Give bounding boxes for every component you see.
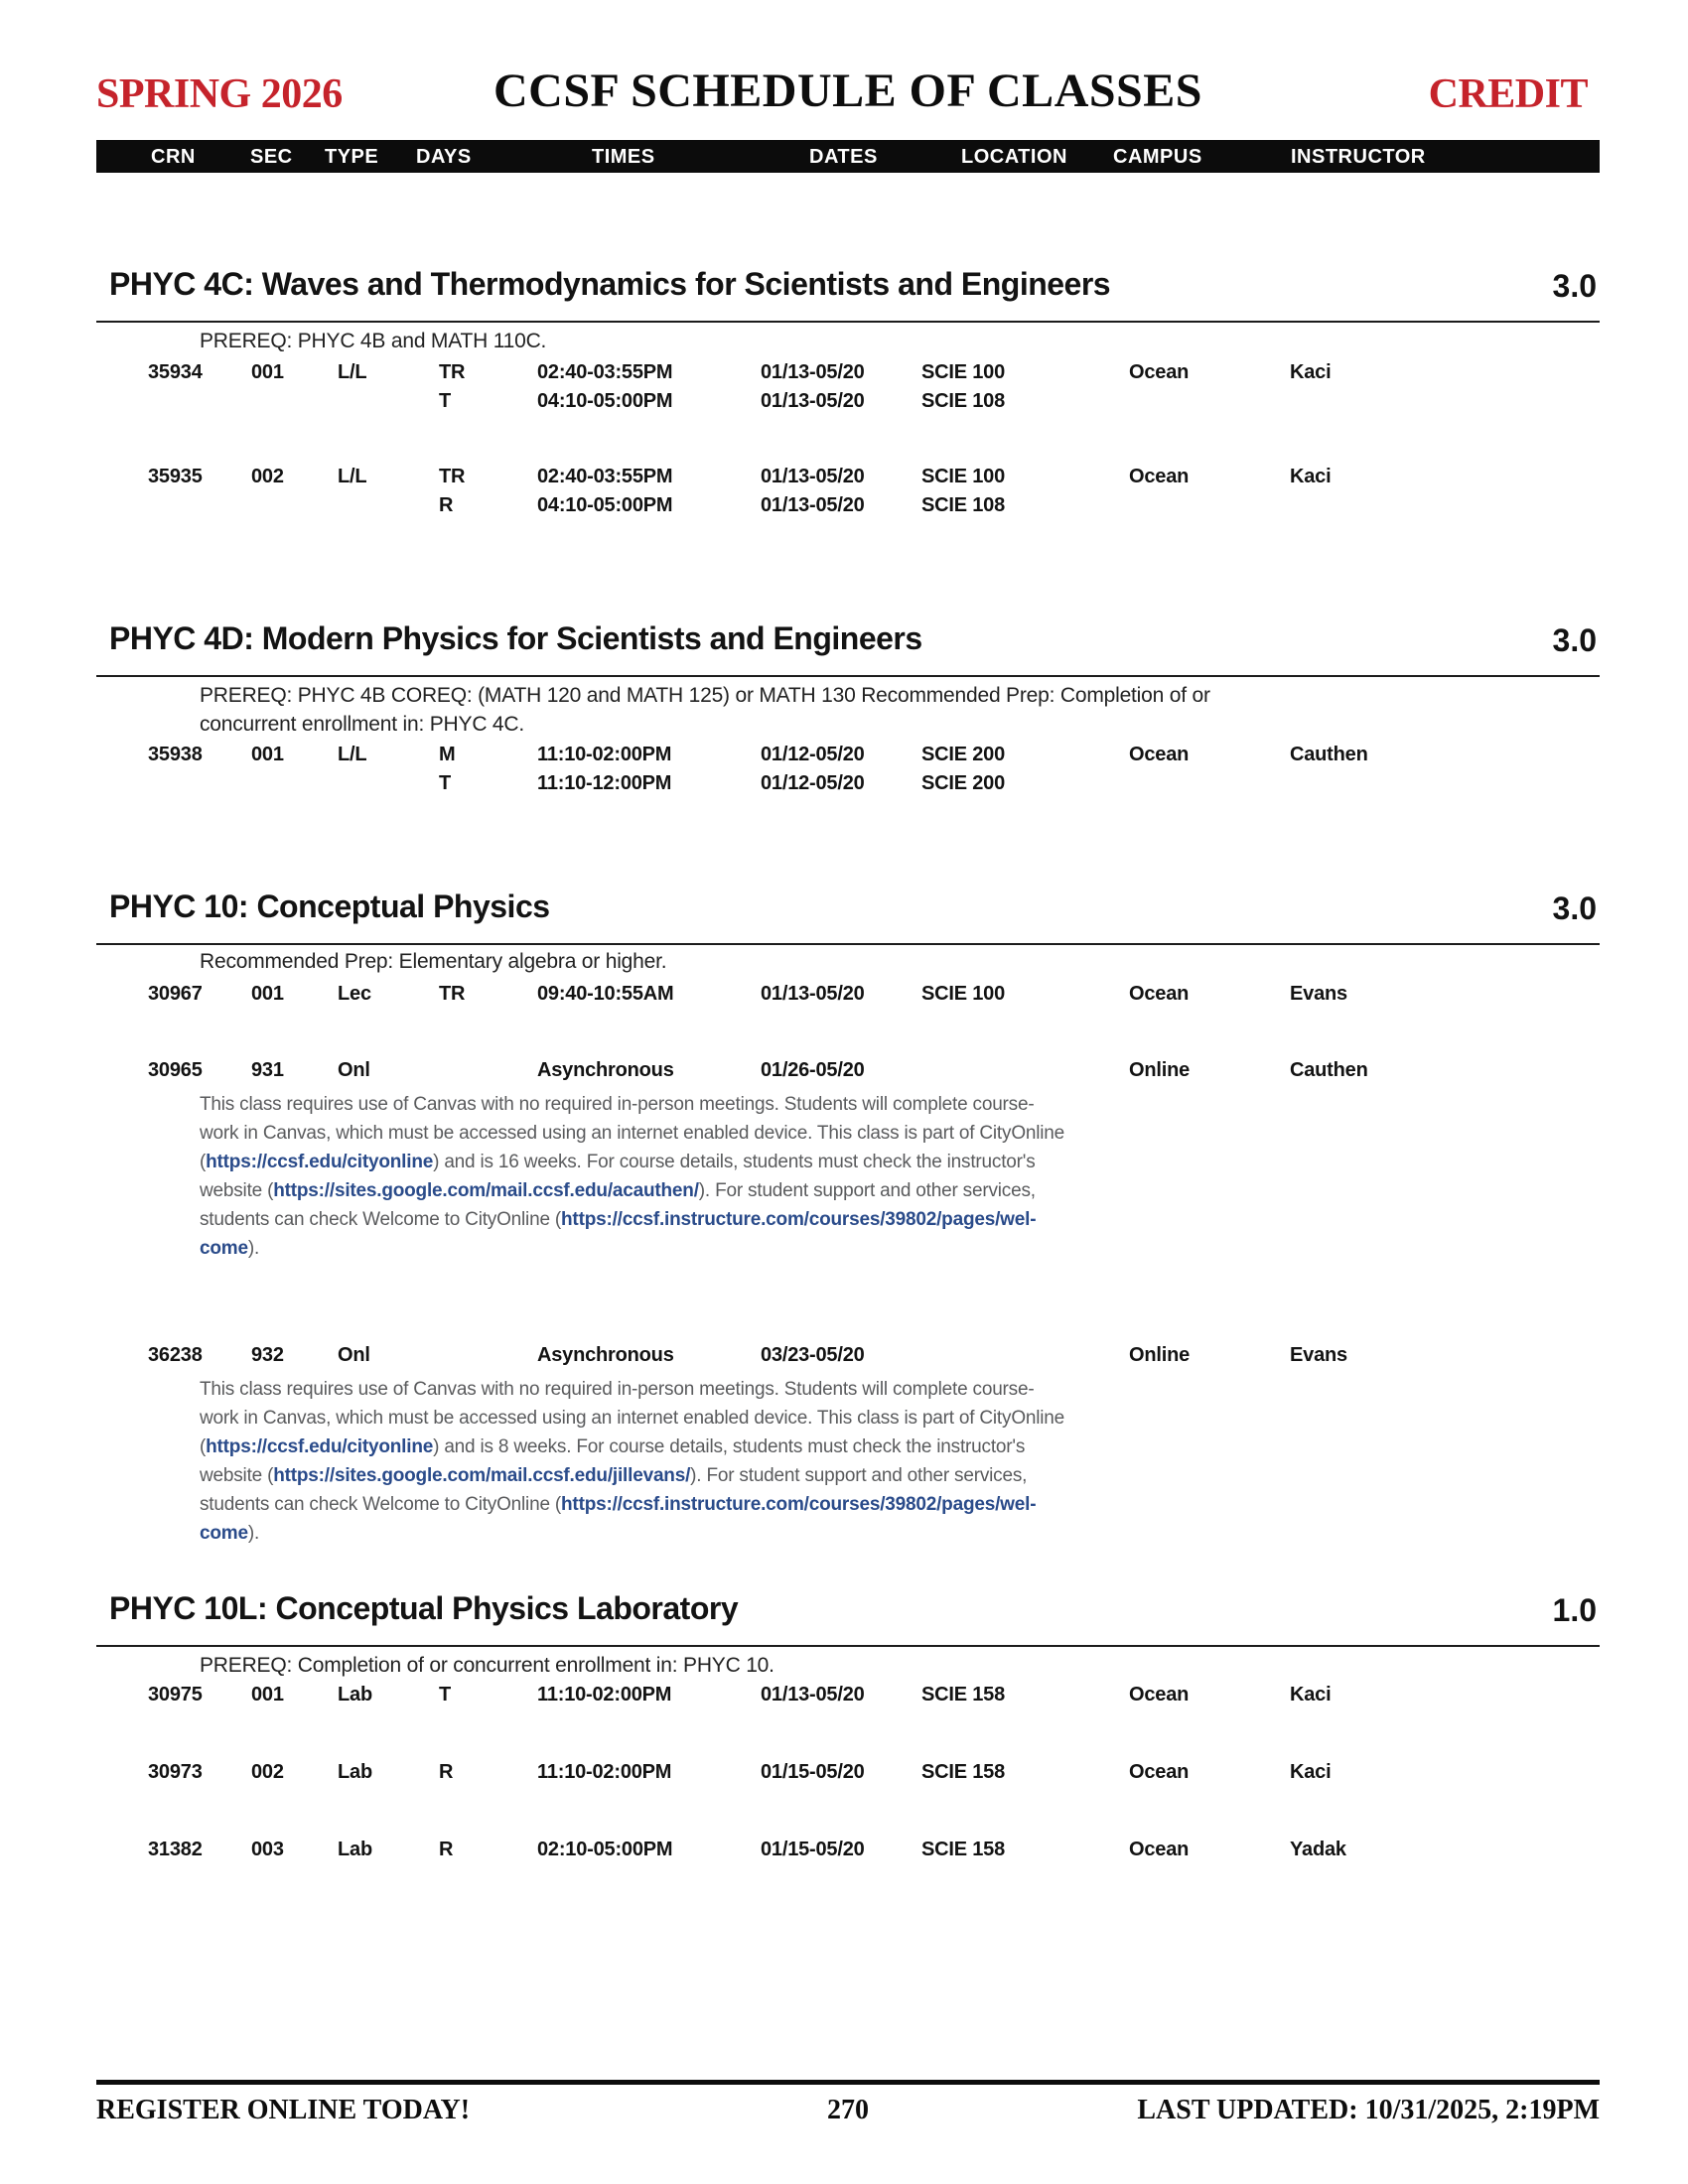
cell-dates: 01/13-05/20 <box>761 361 865 383</box>
cell-crn: 31382 <box>148 1839 203 1860</box>
cell-location: SCIE 108 <box>921 494 1006 516</box>
course-note: PREREQ: PHYC 4B COREQ: (MATH 120 and MATH 125) or MATH 130 Recommended Prep: Completion of or <box>200 684 1210 707</box>
course-title-rule <box>96 1645 1600 1647</box>
cell-campus: Ocean <box>1129 744 1190 765</box>
cell-times: 09:40-10:55AM <box>537 983 674 1005</box>
cell-sec: 002 <box>251 1761 284 1783</box>
schedule-row-continuation <box>96 494 1600 523</box>
cell-sec: 932 <box>251 1344 284 1366</box>
description-text: ). <box>247 1523 260 1544</box>
cell-type: Lab <box>338 1684 372 1706</box>
cell-crn: 30975 <box>148 1684 203 1706</box>
instructor-website-link[interactable]: https://sites.google.com/mail.ccsf.edu/jillevans/ <box>273 1465 691 1486</box>
description-text: ) and is 8 weeks. For course details, students must check the instructor's <box>433 1436 1026 1457</box>
cell-times: 11:10-02:00PM <box>537 744 672 765</box>
welcome-cityonline-link[interactable]: come <box>200 1238 248 1259</box>
cityonline-link[interactable]: https://ccsf.edu/cityonline <box>206 1152 434 1172</box>
cell-instructor: Kaci <box>1290 466 1332 487</box>
section-description <box>200 1375 1064 1548</box>
cell-times: Asynchronous <box>537 1059 674 1081</box>
cell-dates: 01/13-05/20 <box>761 390 865 412</box>
cityonline-link[interactable]: https://ccsf.edu/cityonline <box>206 1436 434 1457</box>
cell-campus: Ocean <box>1129 1761 1190 1783</box>
footer-rule <box>96 2080 1600 2085</box>
schedule-row <box>96 1059 1600 1088</box>
schedule-row-continuation <box>96 390 1600 419</box>
cell-times: Asynchronous <box>537 1344 674 1366</box>
course-title: PHYC 10L: Conceptual Physics Laboratory <box>109 1590 739 1626</box>
footer <box>96 2095 1600 2134</box>
description-text: This class requires use of Canvas with no required in-person meetings. Students will complete course- <box>200 1094 1035 1115</box>
welcome-cityonline-link[interactable]: come <box>200 1523 248 1544</box>
cell-times: 04:10-05:00PM <box>537 494 673 516</box>
course-credits: 3.0 <box>1552 268 1597 304</box>
schedule-row-continuation <box>96 772 1600 801</box>
cell-sec: 001 <box>251 1684 284 1706</box>
cell-dates: 01/12-05/20 <box>761 772 865 794</box>
cell-dates: 01/12-05/20 <box>761 744 865 765</box>
cell-dates: 01/13-05/20 <box>761 1684 865 1706</box>
column-header-dates: DATES <box>809 146 878 168</box>
cell-days: T <box>439 772 452 794</box>
cell-sec: 931 <box>251 1059 284 1081</box>
cell-instructor: Kaci <box>1290 1684 1332 1706</box>
cell-instructor: Kaci <box>1290 361 1332 383</box>
cell-days: R <box>439 1761 454 1783</box>
course-credits: 3.0 <box>1552 622 1597 658</box>
course-credits: 1.0 <box>1552 1592 1597 1628</box>
course-credits: 3.0 <box>1552 890 1597 926</box>
course-title-rule <box>96 675 1600 677</box>
description-text: ). For student support and other services, <box>690 1465 1028 1486</box>
cell-instructor: Evans <box>1290 983 1347 1005</box>
cell-crn: 30967 <box>148 983 203 1005</box>
description-text: ( <box>200 1152 207 1172</box>
course-note: PREREQ: PHYC 4B and MATH 110C. <box>200 330 547 352</box>
cell-sec: 001 <box>251 361 284 383</box>
section-description <box>200 1090 1064 1263</box>
cell-instructor: Kaci <box>1290 1761 1332 1783</box>
column-header-campus: CAMPUS <box>1113 146 1202 168</box>
cell-days: T <box>439 390 452 412</box>
instructor-website-link[interactable]: https://sites.google.com/mail.ccsf.edu/acauthen/ <box>273 1180 699 1201</box>
cell-dates: 01/15-05/20 <box>761 1839 865 1860</box>
cell-dates: 01/13-05/20 <box>761 466 865 487</box>
cell-dates: 01/15-05/20 <box>761 1761 865 1783</box>
cell-location: SCIE 100 <box>921 983 1006 1005</box>
column-header-times: TIMES <box>592 146 655 168</box>
cell-times: 11:10-12:00PM <box>537 772 672 794</box>
cell-campus: Online <box>1129 1344 1191 1366</box>
description-text: work in Canvas, which must be accessed using an internet enabled device. This class is part of CityOnline <box>200 1408 1065 1429</box>
cell-sec: 001 <box>251 983 284 1005</box>
cell-campus: Online <box>1129 1059 1191 1081</box>
cell-campus: Ocean <box>1129 983 1190 1005</box>
cell-location: SCIE 200 <box>921 772 1006 794</box>
cell-location: SCIE 158 <box>921 1839 1006 1860</box>
description-text: ). For student support and other services, <box>698 1180 1036 1201</box>
cell-type: Lab <box>338 1839 372 1860</box>
cell-crn: 36238 <box>148 1344 203 1366</box>
course-title-rule <box>96 321 1600 323</box>
cell-crn: 30973 <box>148 1761 203 1783</box>
cell-campus: Ocean <box>1129 1684 1190 1706</box>
column-header-instructor: INSTRUCTOR <box>1291 146 1426 168</box>
description-text: website ( <box>200 1180 274 1201</box>
cell-dates: 03/23-05/20 <box>761 1344 865 1366</box>
cell-location: SCIE 158 <box>921 1684 1006 1706</box>
cell-location: SCIE 100 <box>921 466 1006 487</box>
description-text: ) and is 16 weeks. For course details, students must check the instructor's <box>433 1152 1036 1172</box>
page-title: CCSF SCHEDULE OF CLASSES <box>493 65 1202 117</box>
welcome-cityonline-link[interactable]: https://ccsf.instructure.com/courses/39802/pages/wel- <box>561 1209 1037 1230</box>
cell-type: L/L <box>338 744 367 765</box>
cell-crn: 35934 <box>148 361 203 383</box>
cell-type: L/L <box>338 361 367 383</box>
cell-times: 02:40-03:55PM <box>537 361 673 383</box>
cell-crn: 30965 <box>148 1059 203 1081</box>
cell-dates: 01/26-05/20 <box>761 1059 865 1081</box>
cell-type: L/L <box>338 466 367 487</box>
column-header-days: DAYS <box>416 146 472 168</box>
cell-instructor: Cauthen <box>1290 1059 1368 1081</box>
cell-location: SCIE 100 <box>921 361 1006 383</box>
description-text: students can check Welcome to CityOnline ( <box>200 1494 562 1515</box>
description-text: website ( <box>200 1465 274 1486</box>
cell-campus: Ocean <box>1129 466 1190 487</box>
cell-times: 04:10-05:00PM <box>537 390 673 412</box>
schedule-row <box>96 744 1600 772</box>
footer-page-number: 270 <box>827 2095 869 2125</box>
footer-last-updated: LAST UPDATED: 10/31/2025, 2:19PM <box>1137 2095 1600 2125</box>
cell-sec: 003 <box>251 1839 284 1860</box>
schedule-row <box>96 361 1600 390</box>
schedule-row <box>96 1344 1600 1373</box>
column-header-bar <box>96 140 1600 173</box>
course-title: PHYC 10: Conceptual Physics <box>109 888 550 924</box>
description-text: ( <box>200 1436 207 1457</box>
schedule-row <box>96 1761 1600 1790</box>
course-title-rule <box>96 943 1600 945</box>
cell-location: SCIE 108 <box>921 390 1006 412</box>
cell-instructor: Yadak <box>1290 1839 1346 1860</box>
cell-days: M <box>439 744 456 765</box>
course-title: PHYC 4C: Waves and Thermodynamics for Scientists and Engineers <box>109 266 1111 302</box>
column-header-type: TYPE <box>325 146 379 168</box>
cell-days: TR <box>439 466 466 487</box>
cell-location: SCIE 200 <box>921 744 1006 765</box>
course-note: PREREQ: Completion of or concurrent enrollment in: PHYC 10. <box>200 1654 774 1677</box>
course-note: Recommended Prep: Elementary algebra or higher. <box>200 950 667 973</box>
cell-days: TR <box>439 983 466 1005</box>
schedule-row <box>96 466 1600 494</box>
cell-days: T <box>439 1684 452 1706</box>
schedule-row <box>96 983 1600 1012</box>
cell-dates: 01/13-05/20 <box>761 494 865 516</box>
cell-times: 02:40-03:55PM <box>537 466 673 487</box>
cell-type: Lec <box>338 983 371 1005</box>
masthead <box>96 58 1600 119</box>
column-header-location: LOCATION <box>961 146 1067 168</box>
cell-type: Onl <box>338 1344 370 1366</box>
cell-days: TR <box>439 361 466 383</box>
description-text: ). <box>247 1238 260 1259</box>
welcome-cityonline-link[interactable]: https://ccsf.instructure.com/courses/39802/pages/wel- <box>561 1494 1037 1515</box>
cell-location: SCIE 158 <box>921 1761 1006 1783</box>
cell-times: 11:10-02:00PM <box>537 1761 672 1783</box>
cell-instructor: Evans <box>1290 1344 1347 1366</box>
cell-sec: 001 <box>251 744 284 765</box>
cell-times: 02:10-05:00PM <box>537 1839 673 1860</box>
cell-type: Onl <box>338 1059 370 1081</box>
cell-type: Lab <box>338 1761 372 1783</box>
column-header-sec: SEC <box>250 146 293 168</box>
description-text: work in Canvas, which must be accessed using an internet enabled device. This class is part of CityOnline <box>200 1123 1065 1144</box>
cell-days: R <box>439 494 454 516</box>
course-note: concurrent enrollment in: PHYC 4C. <box>200 713 525 736</box>
cell-sec: 002 <box>251 466 284 487</box>
cell-instructor: Cauthen <box>1290 744 1368 765</box>
description-text: students can check Welcome to CityOnline ( <box>200 1209 562 1230</box>
column-header-crn: CRN <box>151 146 196 168</box>
cell-campus: Ocean <box>1129 361 1190 383</box>
cell-dates: 01/13-05/20 <box>761 983 865 1005</box>
cell-days: R <box>439 1839 454 1860</box>
course-title: PHYC 4D: Modern Physics for Scientists and Engineers <box>109 620 922 656</box>
cell-crn: 35935 <box>148 466 203 487</box>
schedule-row <box>96 1839 1600 1867</box>
credit-label: CREDIT <box>1428 71 1588 117</box>
cell-crn: 35938 <box>148 744 203 765</box>
term-label: SPRING 2026 <box>96 71 343 117</box>
schedule-row <box>96 1684 1600 1712</box>
footer-register-text: REGISTER ONLINE TODAY! <box>96 2095 471 2125</box>
cell-times: 11:10-02:00PM <box>537 1684 672 1706</box>
cell-campus: Ocean <box>1129 1839 1190 1860</box>
description-text: This class requires use of Canvas with no required in-person meetings. Students will complete course- <box>200 1379 1035 1400</box>
